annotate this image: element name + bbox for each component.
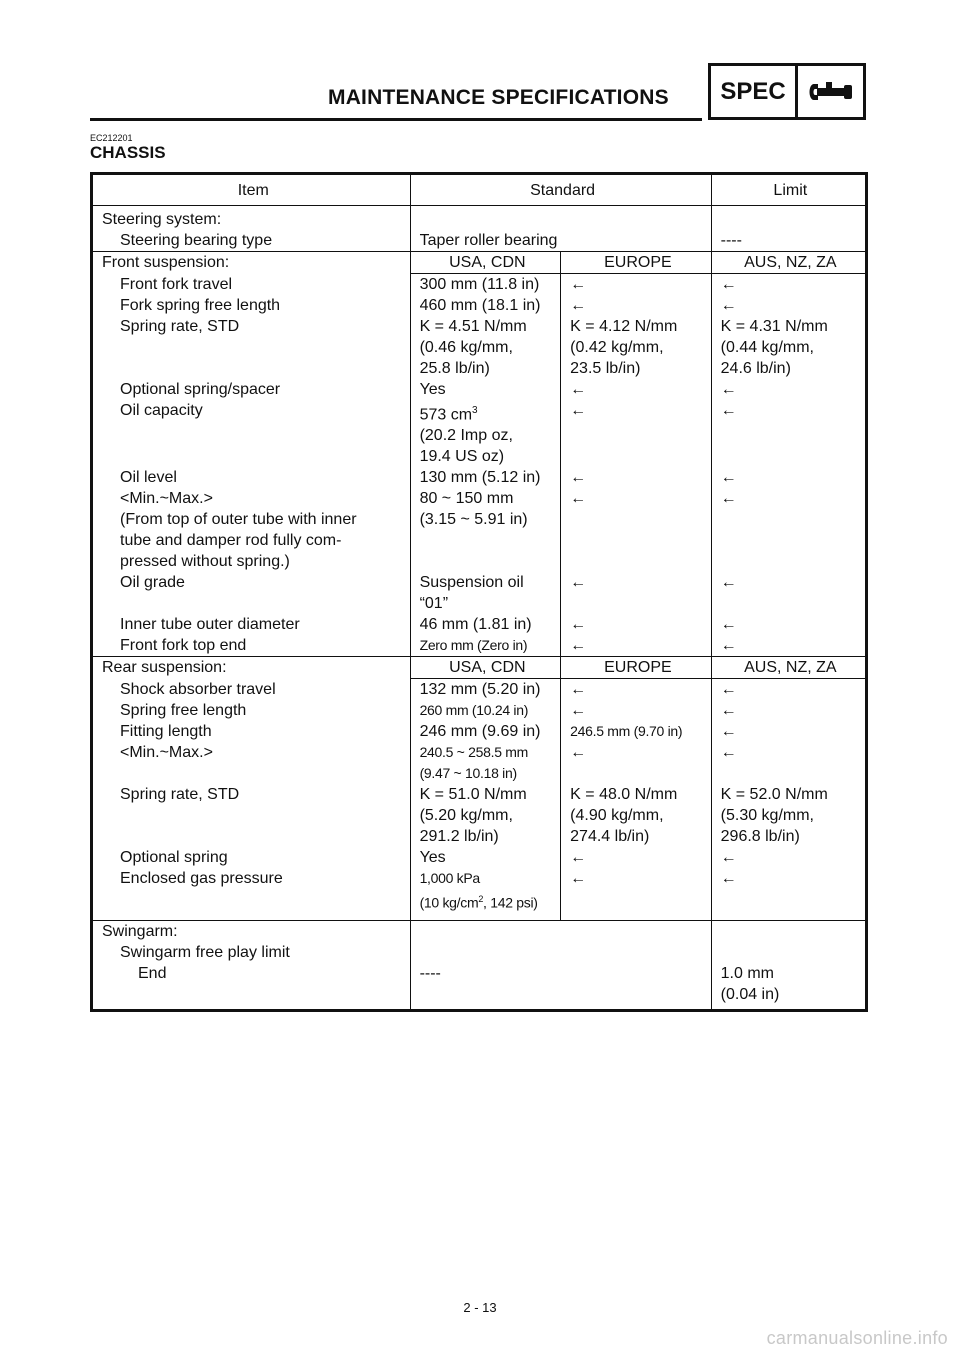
- region-usa-cdn: USA, CDN: [410, 657, 561, 679]
- row-item: End: [92, 963, 411, 1011]
- page-title: MAINTENANCE SPECIFICATIONS: [328, 86, 669, 109]
- row-value: ←: [570, 381, 587, 398]
- value-steering-bearing: Taper roller bearing: [410, 230, 711, 252]
- header-item: Item: [92, 174, 411, 206]
- row-value: ←: [711, 400, 866, 467]
- table-row: [92, 274, 867, 296]
- row-value: ←: [570, 744, 587, 762]
- table-row: [92, 657, 867, 679]
- limit-steering-bearing: ----: [720, 232, 742, 249]
- row-value: ←: [711, 614, 866, 635]
- row-value: ←: [570, 849, 587, 867]
- row-value: ←: [570, 637, 587, 655]
- row-value: ←: [711, 847, 866, 868]
- row-item: Fork spring free length: [92, 295, 411, 316]
- table-row: [92, 721, 867, 742]
- row-value: 246 mm (9.69 in): [410, 721, 561, 742]
- watermark[interactable]: carmanualsonline.info: [766, 1328, 948, 1348]
- row-value: Yes: [410, 847, 561, 868]
- group-front-suspension: Front suspension:: [92, 252, 411, 274]
- doc-code: EC212201: [90, 133, 133, 143]
- header-limit: Limit: [711, 174, 866, 206]
- row-value: 1,000 kPa (10 $kg/cm^2$, 142 psi): [410, 868, 561, 920]
- table-row: [92, 206, 867, 231]
- row-value: 240.5 ~ 258.5 mm (9.47 ~ 10.18 in): [410, 742, 561, 784]
- row-value: K = 4.12 N/mm (0.42 kg/mm, 23.5 lb/in): [570, 318, 678, 377]
- row-value: ←: [570, 681, 587, 699]
- row-value: ←: [711, 379, 866, 400]
- row-item: Swingarm free play limit: [92, 942, 411, 963]
- table-row: [92, 679, 867, 701]
- row-value: K = 52.0 N/mm (5.30 kg/mm, 296.8 lb/in): [711, 784, 866, 847]
- row-item: <Min.~Max.> (From top of outer tube with inner tube and damper rod fully com- pressed without spring.): [92, 488, 411, 572]
- row-value: ←: [711, 700, 866, 721]
- table-row: [92, 635, 867, 657]
- region-usa-cdn: USA, CDN: [410, 252, 561, 274]
- row-value: ←: [720, 723, 737, 741]
- row-value: ----: [410, 963, 711, 1011]
- table-row: [92, 379, 867, 400]
- row-value: ←: [711, 742, 866, 784]
- table-row: [92, 920, 867, 942]
- row-value: ←: [570, 297, 587, 314]
- row-value: 260 mm (10.24 in): [410, 700, 561, 721]
- row-value: ←: [570, 616, 587, 634]
- row-value: 80 ~ 150 mm (3.15 ~ 5.91 in): [410, 488, 561, 572]
- group-swingarm: Swingarm:: [92, 920, 411, 942]
- table-row: [92, 942, 867, 963]
- row-value: ←: [711, 274, 866, 296]
- table-row: [92, 847, 867, 868]
- row-value: Yes: [410, 379, 561, 400]
- table-row: [92, 963, 867, 1011]
- table-row: [92, 230, 867, 252]
- row-value: ←: [711, 488, 866, 572]
- table-row: [92, 700, 867, 721]
- chassis-spec-table: [90, 172, 868, 1012]
- table-row: [92, 572, 867, 614]
- section-title: CHASSIS: [90, 143, 166, 162]
- row-item: Optional spring/spacer: [92, 379, 411, 400]
- table-header-row: [92, 174, 867, 206]
- row-item: Fitting length: [92, 721, 411, 742]
- item-steering-bearing: Steering bearing type: [92, 230, 411, 252]
- table-row: [92, 316, 867, 379]
- row-value: ←: [711, 635, 866, 657]
- row-item: Oil level: [92, 467, 411, 488]
- row-value: 460 mm (18.1 in): [410, 295, 561, 316]
- row-value: ←: [570, 702, 587, 720]
- row-value: ←: [711, 572, 866, 614]
- wrench-icon: [798, 66, 863, 117]
- row-value: ←: [711, 295, 866, 316]
- row-item: Spring rate, STD: [92, 784, 411, 847]
- table-row: [92, 295, 867, 316]
- row-value: 132 mm (5.20 in): [410, 679, 561, 701]
- row-value: Suspension oil “01”: [410, 572, 561, 614]
- row-item: Shock absorber travel: [92, 679, 411, 701]
- row-value: ←: [570, 402, 587, 419]
- table-row: [92, 742, 867, 784]
- table-row: [92, 488, 867, 572]
- row-item: Front fork travel: [92, 274, 411, 296]
- region-europe: EUROPE: [561, 252, 711, 274]
- row-limit: 1.0 mm (0.04 in): [720, 964, 780, 1003]
- row-item: Oil capacity: [92, 400, 411, 467]
- row-value: 246.5 mm (9.70 in): [561, 721, 711, 742]
- row-value: 46 mm (1.81 in): [410, 614, 561, 635]
- table-row: [92, 400, 867, 467]
- row-value: ←: [570, 469, 587, 487]
- row-value: ←: [570, 490, 587, 508]
- row-value: K = 51.0 N/mm (5.20 kg/mm, 291.2 lb/in): [410, 784, 561, 847]
- header-rule: [90, 118, 702, 121]
- row-item: Oil grade: [92, 572, 411, 614]
- group-rear-suspension: Rear suspension:: [92, 657, 411, 679]
- row-item: <Min.~Max.>: [92, 742, 411, 784]
- table-row: [92, 614, 867, 635]
- row-value: ←: [711, 679, 866, 701]
- row-value: Zero mm (Zero in): [410, 635, 561, 657]
- row-value: ←: [570, 276, 587, 293]
- row-value: ←: [570, 870, 587, 888]
- row-item: Spring free length: [92, 700, 411, 721]
- row-item: Optional spring: [92, 847, 411, 868]
- row-value: ←: [711, 868, 866, 920]
- row-item: Front fork top end: [92, 635, 411, 657]
- region-aus: AUS, NZ, ZA: [711, 657, 866, 679]
- row-item: Inner tube outer diameter: [92, 614, 411, 635]
- row-value: 300 mm (11.8 in): [410, 274, 561, 296]
- row-value: 573 $cm^3$ (20.2 Imp oz, 19.4 US oz): [410, 400, 561, 467]
- row-item: Spring rate, STD: [92, 316, 411, 379]
- row-value: K = 4.51 N/mm (0.46 kg/mm, 25.8 lb/in): [410, 316, 561, 379]
- table-row: [92, 868, 867, 920]
- row-value: ←: [711, 467, 866, 488]
- row-value: K = 4.31 N/mm (0.44 kg/mm, 24.6 lb/in): [711, 316, 866, 379]
- spec-box: [708, 63, 866, 120]
- group-steering: Steering system:: [92, 206, 411, 231]
- table-row: [92, 467, 867, 488]
- table-row: [92, 784, 867, 847]
- header-standard: Standard: [410, 174, 711, 206]
- row-item: Enclosed gas pressure: [92, 868, 411, 920]
- row-value: ←: [570, 574, 587, 592]
- row-value: K = 48.0 N/mm (4.90 kg/mm, 274.4 lb/in): [570, 786, 678, 846]
- row-value: 130 mm (5.12 in): [410, 467, 561, 488]
- region-europe: EUROPE: [561, 657, 711, 679]
- spec-label: SPEC: [711, 66, 798, 117]
- table-row: [92, 252, 867, 274]
- region-aus: AUS, NZ, ZA: [711, 252, 866, 274]
- page-number: 2 - 13: [463, 1300, 497, 1315]
